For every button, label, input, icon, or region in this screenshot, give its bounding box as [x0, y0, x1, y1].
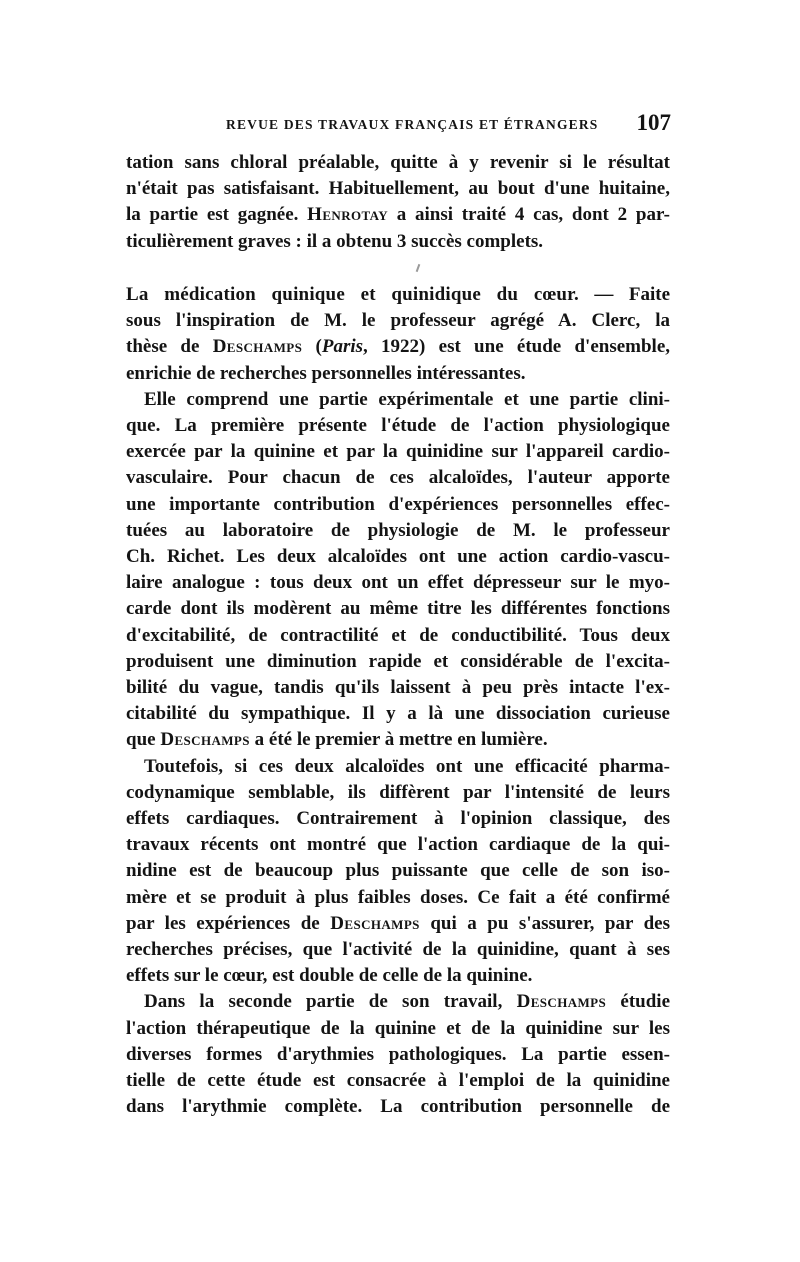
section-paragraph-2	[126, 387, 670, 754]
text-fragment: a été le premier à mettre en lumière.	[249, 729, 548, 751]
text-line: tuées au laboratoire de physiologie de M. le professeur	[126, 519, 670, 541]
text-line: laire analogue : tous deux ont un effet dépresseur sur le myo-	[126, 572, 670, 594]
text-line: effets sur le cœur, est double de celle de la quinine.	[126, 965, 533, 987]
text-line: effets cardiaques. Contrairement à l'opinion classique, des	[126, 808, 670, 830]
author-name: Deschamps	[516, 991, 607, 1013]
text-line: Toutefois, si ces deux alcaloïdes ont une efficacité pharma-	[144, 755, 670, 777]
text-fragment: étudie	[606, 991, 671, 1013]
text-line: produisent une diminution rapide et considérable de l'excita-	[126, 650, 670, 672]
text-fragment: la partie est gagnée.	[126, 204, 308, 226]
text-line: citabilité du sympathique. Il y a là une dissociation curieuse	[126, 703, 670, 725]
text-line: une importante contribution d'expériences personnelles effec-	[126, 493, 670, 515]
text-line: diverses formes d'arythmies pathologiques. La partie essen-	[126, 1043, 670, 1065]
text-fragment: que	[126, 729, 161, 751]
text-line	[126, 282, 670, 308]
text-line	[126, 334, 670, 360]
continuation-paragraph	[126, 150, 670, 255]
text-line: n'était pas satisfaisant. Habituellement, au bout d'une huitaine,	[126, 178, 670, 200]
text-line: travaux récents ont montré que l'action cardiaque de la qui-	[126, 834, 670, 856]
author-name: Deschamps	[160, 729, 250, 751]
text-line: Elle comprend une partie expérimentale et une partie clini-	[144, 388, 670, 410]
text-line: vasculaire. Pour chacun de ces alcaloïdes, l'auteur apporte	[126, 467, 670, 489]
text-line: bilité du vague, tandis qu'ils laissent à peu près intacte l'ex-	[126, 677, 670, 699]
text-line: sous l'inspiration de M. le professeur agrégé A. Clerc, la	[126, 310, 670, 332]
text-fragment: qui a pu s'assurer, par des	[419, 912, 671, 934]
text-line	[126, 202, 670, 228]
section-title: La médication quinique et quinidique du cœur.	[126, 284, 579, 305]
place-name: Paris	[321, 336, 364, 358]
text-fragment: a ainsi traité 4 cas, dont 2 par-	[388, 204, 670, 226]
text-line	[126, 727, 670, 753]
stray-mark	[416, 264, 421, 272]
text-line: tielle de cette étude est consacrée à l'emploi de la quinidine	[126, 1070, 670, 1092]
running-title: REVUE DES TRAVAUX FRANÇAIS ET ÉTRANGERS	[226, 117, 599, 132]
text-fragment: (	[302, 336, 322, 358]
text-line: l'action thérapeutique de la quinine et de la quinidine sur les	[126, 1017, 670, 1039]
text-line: dans l'arythmie complète. La contribution personnelle de	[126, 1096, 670, 1118]
text-fragment: — Faite	[579, 284, 670, 305]
text-fragment: Dans la seconde partie de son travail,	[144, 991, 517, 1013]
text-fragment: , 1922) est une étude d'ensemble,	[363, 336, 671, 358]
text-line: exercée par la quinine et par la quinidine sur l'appareil cardio-	[126, 441, 670, 463]
text-line: nidine est de beaucoup plus puissante que celle de son iso-	[126, 860, 670, 882]
page-number: 107	[636, 110, 671, 135]
author-name: Deschamps	[212, 336, 303, 358]
article-section	[126, 282, 670, 1121]
text-line	[126, 911, 670, 937]
text-line: recherches précises, que l'activité de la quinidine, quant à ses	[126, 939, 670, 961]
text-line: carde dont ils modèrent au même titre les différentes fonctions	[126, 598, 670, 620]
text-line: que. La première présente l'étude de l'action physiologique	[126, 415, 670, 437]
page-header	[126, 110, 671, 144]
author-name: Henrotay	[307, 204, 388, 226]
text-fragment: thèse de	[126, 336, 213, 358]
text-line: mère et se produit à plus faibles doses. Ce fait a été confirmé	[126, 886, 670, 908]
text-fragment: par les expériences de	[126, 912, 331, 934]
text-line: enrichie de recherches personnelles intéressantes.	[126, 362, 526, 384]
text-line: ticulièrement graves : il a obtenu 3 succès complets.	[126, 230, 544, 252]
section-paragraph-4	[126, 989, 670, 1120]
text-line	[126, 989, 670, 1015]
text-line: codynamique semblable, ils diffèrent par l'intensité de leurs	[126, 781, 670, 803]
text-line: tation sans chloral préalable, quitte à y revenir si le résultat	[126, 152, 670, 173]
text-line: Ch. Richet. Les deux alcaloïdes ont une action cardio-vascu-	[126, 546, 670, 568]
section-paragraph-1	[126, 282, 670, 387]
author-name: Deschamps	[330, 912, 420, 934]
section-paragraph-3	[126, 754, 670, 990]
text-line: d'excitabilité, de contractilité et de conductibilité. Tous deux	[126, 624, 670, 646]
